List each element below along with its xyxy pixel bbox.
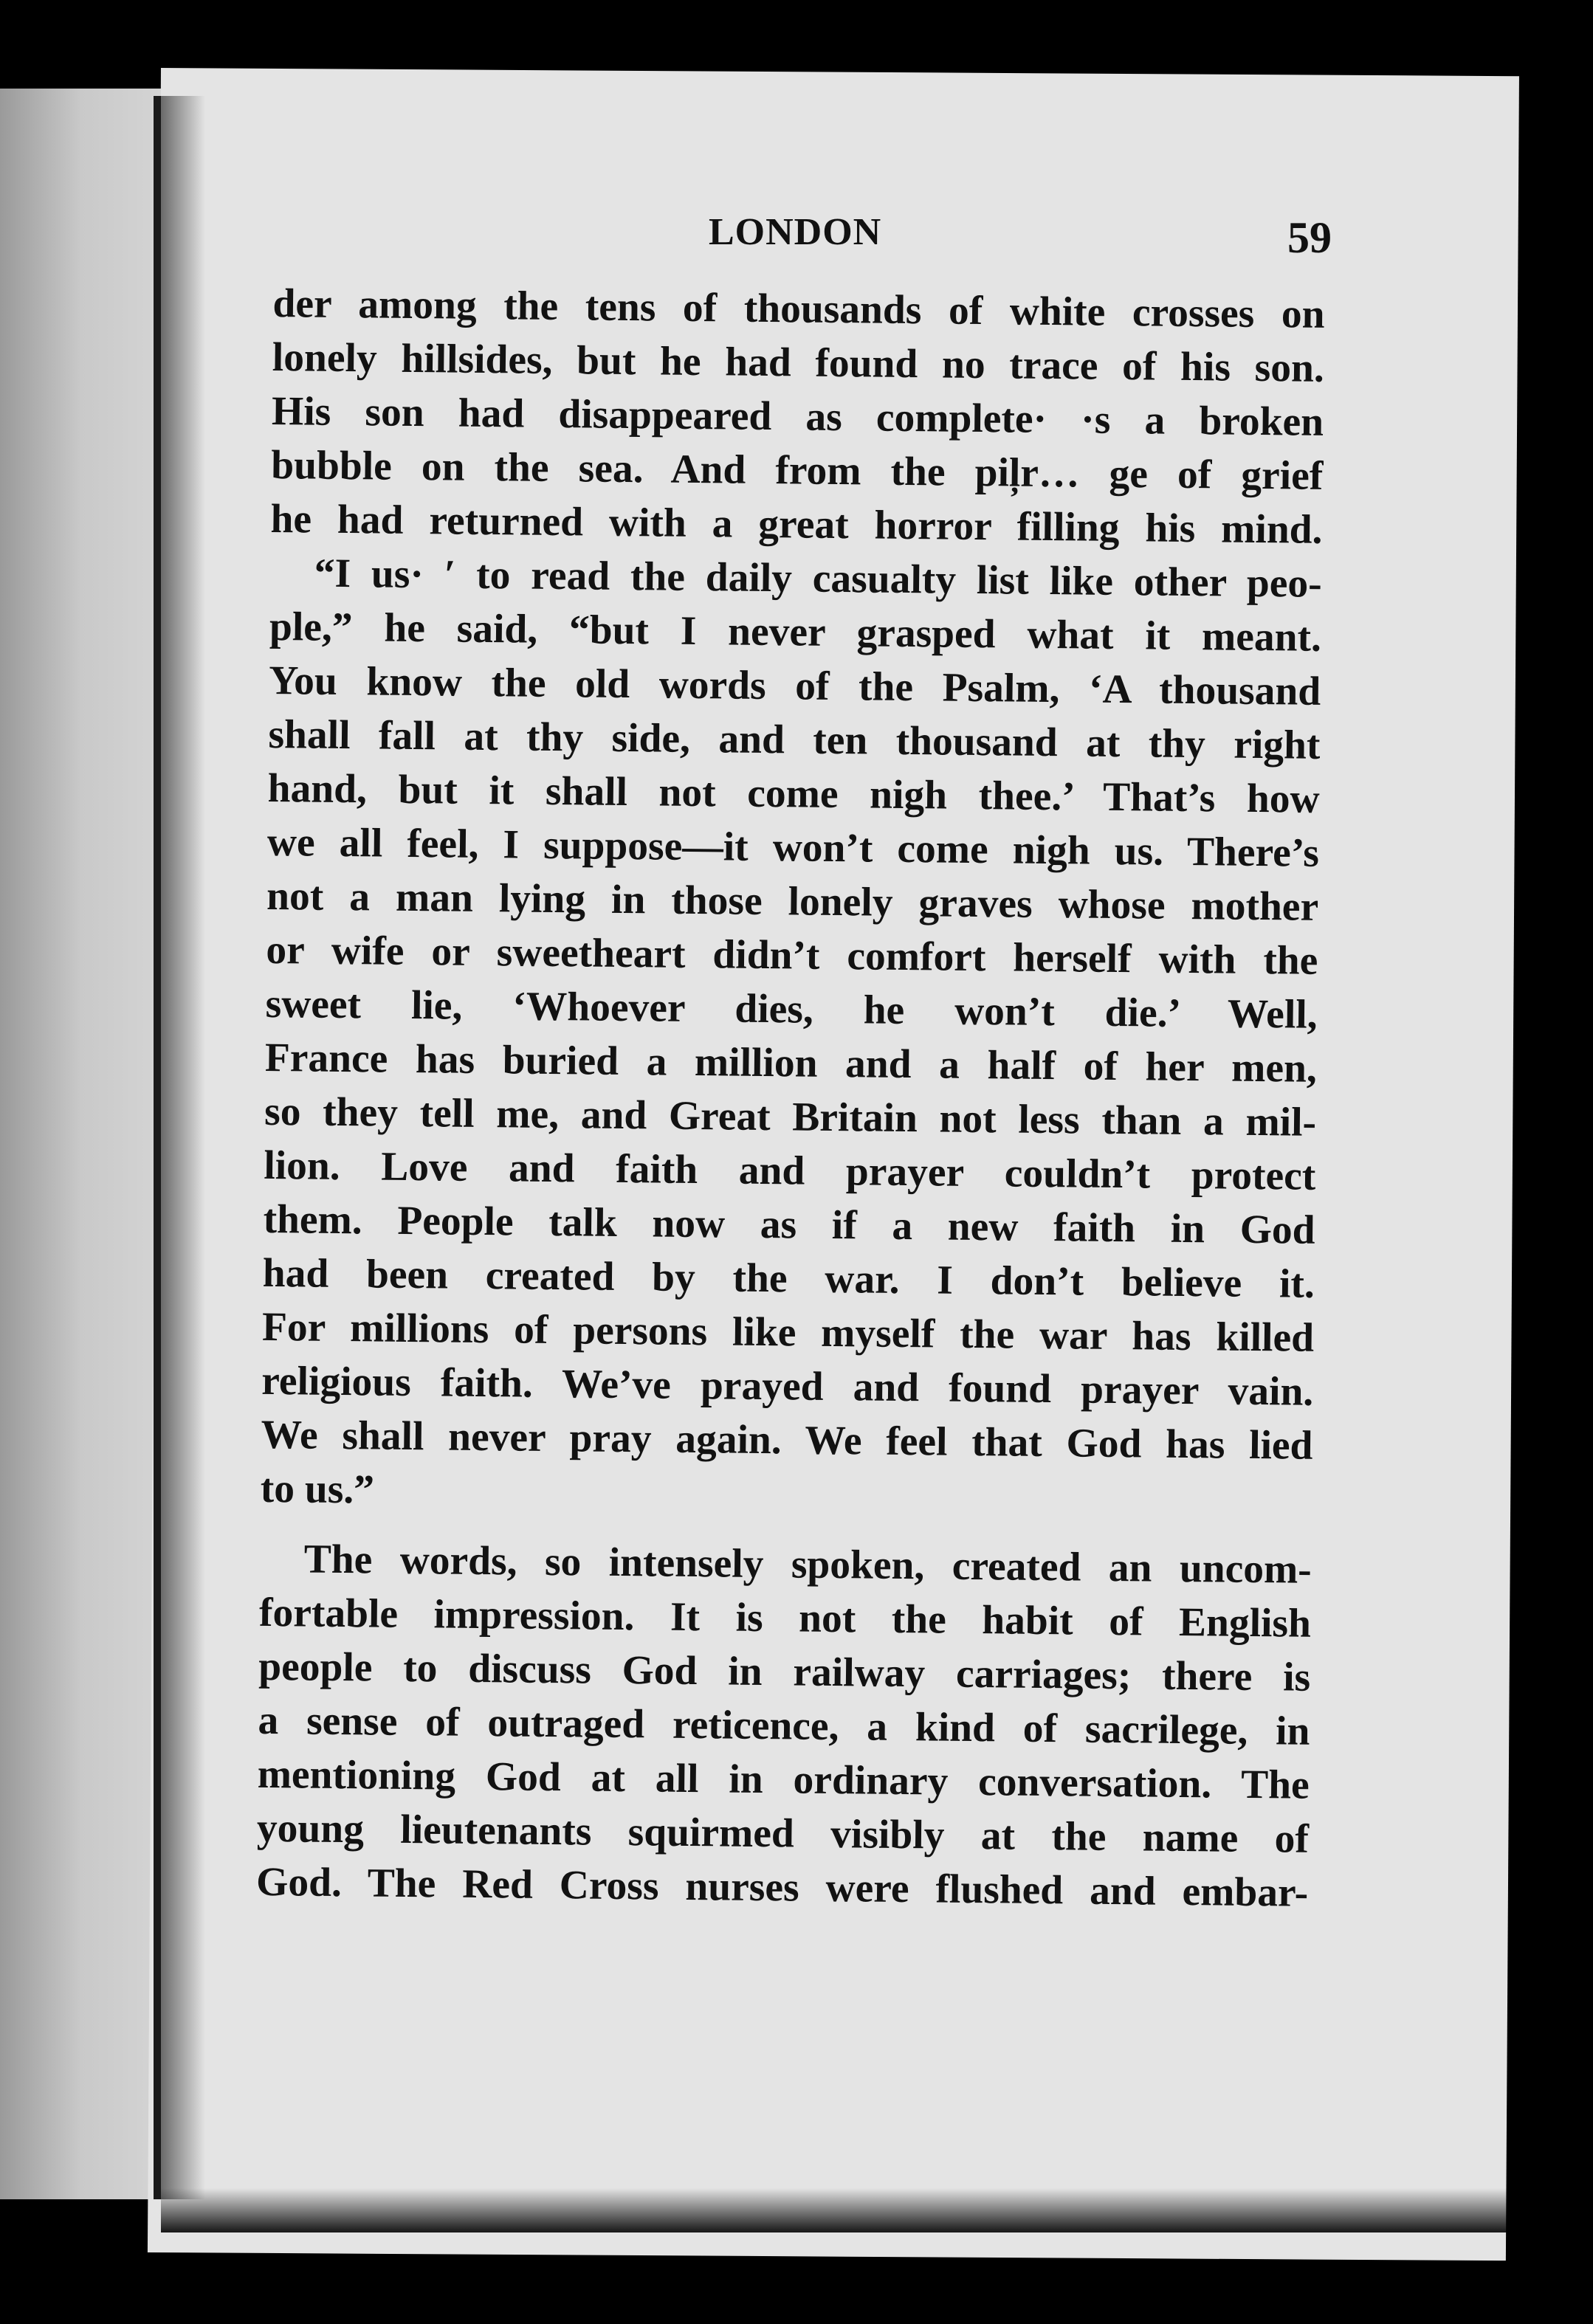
text-line: “I us· ʹ to read the daily casualty list like other peo- xyxy=(314,551,1323,607)
text-line: God. The Red Cross nurses were flushed and embar- xyxy=(255,1859,1309,1916)
text-line: You know the old words of the Psalm, ‘A thousand xyxy=(268,658,1321,714)
text-line: shall fall at thy side, and ten thousand at thy right xyxy=(268,711,1321,768)
text-line: The words, so intensely spoken, created an uncom- xyxy=(303,1537,1312,1593)
text-line: people to discuss God in railway carriages; there is xyxy=(258,1644,1311,1700)
running-head: LONDON xyxy=(709,211,882,253)
text-line: we all feel, I suppose—it won’t come nigh us. There’s xyxy=(266,819,1320,876)
text-line: he had returned with a great horror filling his mind. xyxy=(270,496,1323,553)
text-line: fortable impression. It is not the habit of English xyxy=(258,1590,1312,1647)
text-line: to us.” xyxy=(260,1466,375,1513)
text-line: mentioning God at all in ordinary conversation. The xyxy=(257,1751,1310,1808)
text-line: bubble on the sea. And from the piļr… ge of grief xyxy=(271,442,1324,499)
text-line: lion. Love and faith and prayer couldn’t protect xyxy=(264,1142,1316,1199)
text-line: a sense of outraged reticence, a kind of sacrilege, in xyxy=(258,1697,1310,1754)
book-gutter xyxy=(154,96,161,2199)
text-line: or wife or sweetheart didn’t comfort herself with the xyxy=(266,927,1318,984)
text-line: lonely hillsides, but he had found no trace of his son. xyxy=(272,334,1325,391)
text-line: young lieutenants squirmed visibly at the name of xyxy=(256,1805,1310,1862)
text-line: His son had disappeared as complete· ·s a broken xyxy=(271,388,1324,445)
gutter-shadow xyxy=(161,96,205,2199)
text-line: France has buried a million and a half of her men, xyxy=(264,1035,1318,1092)
text-line: hand, but it shall not come nigh thee.’ That’s how xyxy=(267,765,1320,822)
body-text xyxy=(256,277,1325,1920)
text-line: religious faith. We’ve prayed and found prayer vain. xyxy=(261,1358,1314,1415)
text-line: them. People talk now as if a new faith in God xyxy=(263,1196,1315,1253)
page-bottom-shadow xyxy=(161,2188,1563,2232)
page-number: 59 xyxy=(1287,213,1332,262)
text-line: so they tell me, and Great Britain not less than a mil- xyxy=(264,1089,1317,1145)
text-line: sweet lie, ‘Whoever dies, he won’t die.’ Well, xyxy=(265,981,1318,1038)
text-line: ple,” he said, “but I never grasped what it meant. xyxy=(269,604,1322,661)
text-line: der among the tens of thousands of white crosses on xyxy=(272,280,1325,337)
text-line: We shall never pray again. We feel that God has lied xyxy=(261,1412,1313,1469)
text-line: had been created by the war. I don’t believe it. xyxy=(262,1250,1315,1307)
text-line: For millions of persons like myself the war has killed xyxy=(261,1304,1315,1361)
text-line: not a man lying in those lonely graves whose mother xyxy=(266,873,1319,930)
facing-page-edge xyxy=(0,89,162,2199)
